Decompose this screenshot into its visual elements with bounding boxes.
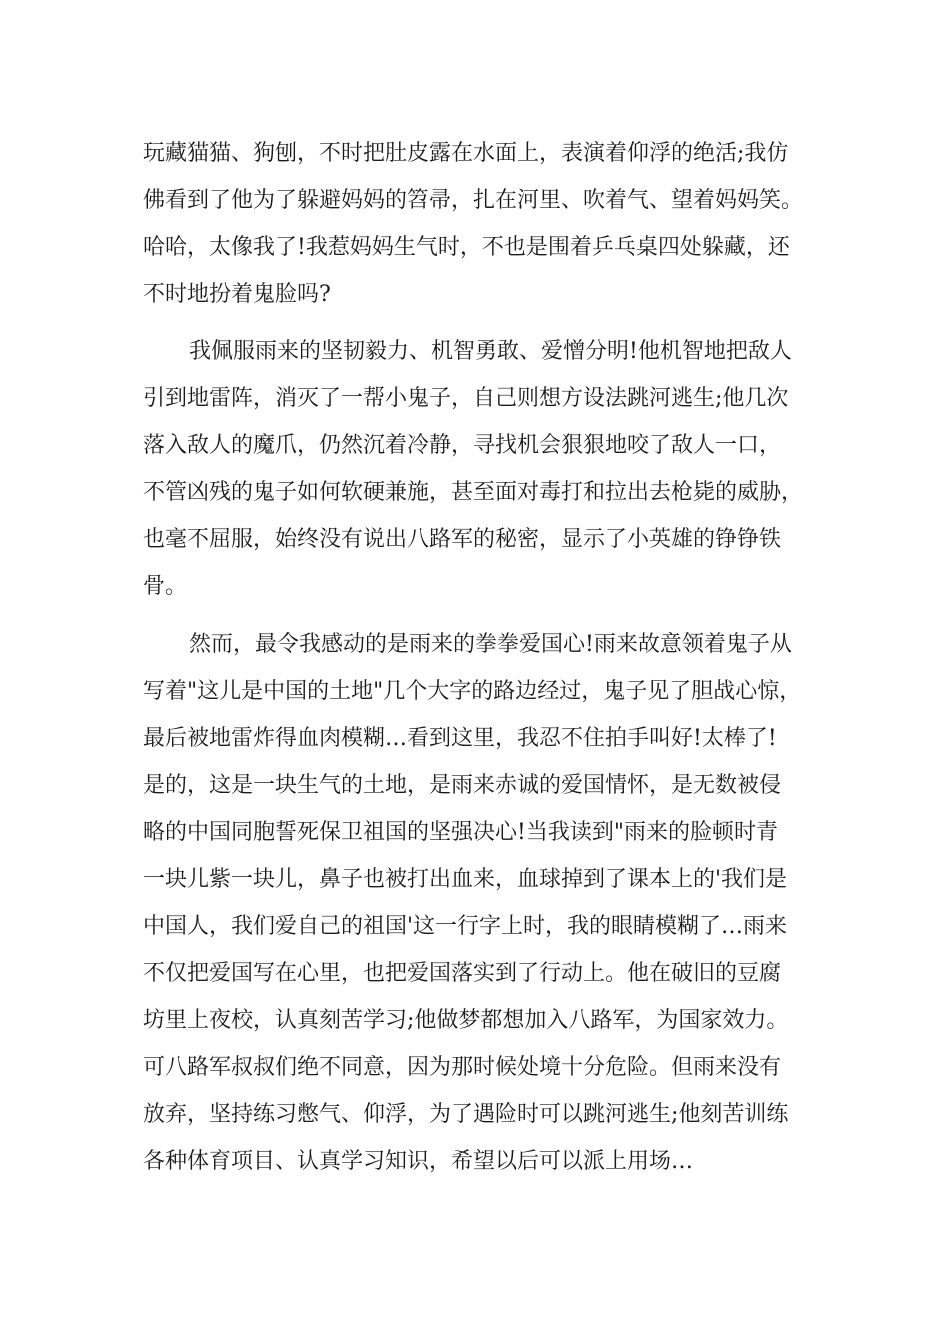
paragraph-first-line: 然而，最令我感动的是雨来的拳拳爱国心!雨来故意领着鬼子从 [189,632,792,657]
text-line: 各种体育项目、认真学习知识，希望以后可以派上用场… [143,1149,694,1174]
text-line: 不管凶残的鬼子如何软硬兼施，甚至面对毒打和拉出去枪毙的威胁， [143,480,804,505]
text-line: 哈哈，太像我了!我惹妈妈生气时，不也是围着乒乓桌四处躲藏，还 [143,235,790,260]
text-line: 骨。 [143,574,188,599]
text-line: 坊里上夜校，认真刻苦学习;他做梦都想加入八路军，为国家效力。 [143,1008,789,1033]
text-line: 落入敌人的魔爪，仍然沉着冷静，寻找机会狠狠地咬了敌人一口， [143,433,782,458]
text-line: 引到地雷阵，消灭了一帮小鬼子，自己则想方设法跳河逃生;他几次 [143,386,789,411]
text-line: 中国人，我们爱自己的祖国'这一行字上时，我的眼睛模糊了…雨来 [143,914,788,939]
text-line: 可八路军叔叔们绝不同意，因为那时候处境十分危险。但雨来没有 [143,1055,782,1080]
text-line: 也毫不屈服，始终没有说出八路军的秘密，显示了小英雄的铮铮铁 [143,527,782,552]
text-line: 一块儿紫一块儿，鼻子也被打出血来，血球掉到了课本上的'我们是 [143,867,788,892]
text-line: 略的中国同胞誓死保卫祖国的坚强决心!当我读到"雨来的脸顿时青 [143,820,778,845]
paragraph-first-line: 我佩服雨来的坚韧毅力、机智勇敢、爱憎分明!他机智地把敌人 [189,339,792,364]
text-line: 佛看到了他为了躲避妈妈的笤帚，扎在河里、吹着气、望着妈妈笑。 [143,188,804,213]
text-line: 写着"这儿是中国的土地"几个大字的路边经过，鬼子见了胆战心惊， [143,679,802,704]
text-line: 最后被地雷炸得血肉模糊…看到这里，我忍不住拍手叫好!太棒了! [143,726,777,751]
text-line: 不时地扮着鬼脸吗? [143,282,331,307]
text-line: 玩藏猫猫、狗刨，不时把肚皮露在水面上，表演着仰浮的绝活;我仿 [143,141,789,166]
text-line: 放弃，坚持练习憋气、仰浮，为了遇险时可以跳河逃生;他刻苦训练 [143,1102,789,1127]
text-line: 不仅把爱国写在心里，也把爱国落实到了行动上。他在破旧的豆腐 [143,961,782,986]
text-line: 是的，这是一块生气的土地，是雨来赤诚的爱国情怀，是无数被侵 [143,773,782,798]
